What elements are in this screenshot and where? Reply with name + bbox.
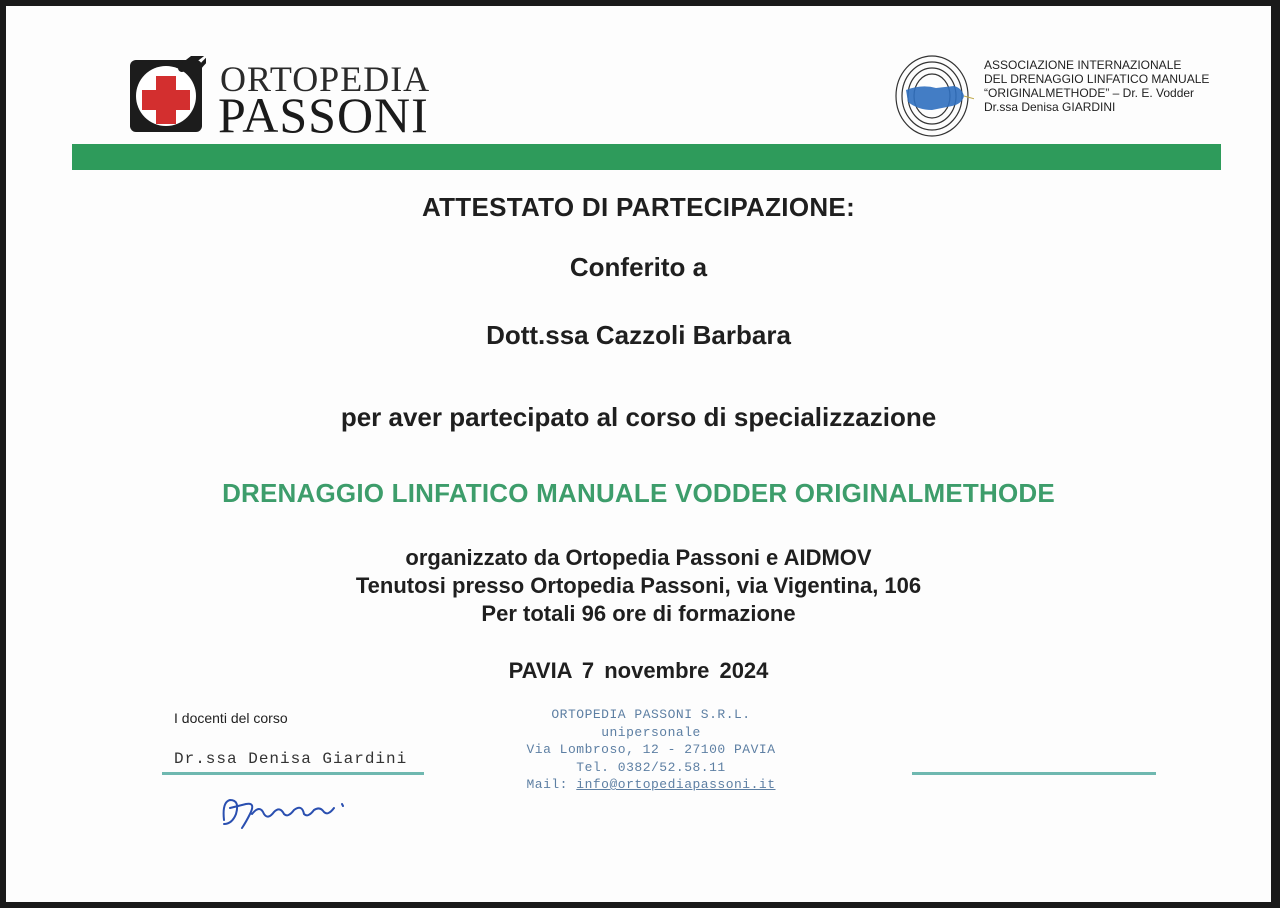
stamp-mail-row — [506, 776, 796, 794]
association-line-2: DEL DRENAGGIO LINFATICO MANUALE — [984, 72, 1210, 86]
teacher-name: Dr.ssa Denisa Giardini — [174, 750, 408, 768]
stamp-company: ORTOPEDIA PASSONI S.R.L. — [551, 707, 751, 722]
stamp-type: unipersonale — [601, 724, 701, 740]
course-name: DRENAGGIO LINFATICO MANUALE VODDER ORIGINALMETHODE — [222, 478, 1055, 508]
location-line: Tenutosi presso Ortopedia Passoni, via Vigentina, 106 — [355, 573, 922, 598]
certificate-title: ATTESTATO DI PARTECIPAZIONE: — [421, 192, 856, 222]
course-intro: per aver partecipato al corso di specializzazione — [340, 402, 937, 432]
second-signature-line — [912, 772, 1156, 775]
organizer-line: organizzato da Ortopedia Passoni e AIDMOV — [405, 545, 872, 570]
association-logo — [892, 50, 1222, 150]
place-date: PAVIA 7 novembre 2024 — [508, 658, 769, 683]
stamp-phone: Tel. 0382/52.58.11 — [576, 759, 726, 775]
certificate-page — [6, 6, 1271, 902]
red-cross-mortar-icon — [128, 56, 206, 134]
hours-line: Per totali 96 ore di formazione — [481, 601, 796, 626]
logo-word-passoni: PASSONI — [218, 87, 429, 143]
association-line-4: Dr.ssa Denisa GIARDINI — [984, 100, 1116, 114]
teacher-signature-line — [162, 772, 424, 775]
logo-word-ortopedia: ORTOPEDIA — [220, 59, 431, 99]
handwritten-signature — [216, 784, 366, 836]
association-line-3: “ORIGINALMETHODE” – Dr. E. Vodder — [984, 86, 1195, 100]
recipient-name: Dott.ssa Cazzoli Barbara — [486, 320, 791, 350]
stamp-mail-link[interactable]: info@ortopediapassoni.it — [576, 777, 776, 792]
lymph-hand-icon — [892, 50, 974, 142]
association-line-1: ASSOCIAZIONE INTERNAZIONALE — [984, 58, 1182, 72]
company-stamp — [506, 706, 796, 794]
teachers-label: I docenti del corso — [174, 710, 288, 726]
stamp-mail-label: Mail: — [526, 777, 577, 792]
association-text — [984, 58, 1209, 114]
ortopedia-passoni-logo — [128, 30, 448, 143]
header-divider-bar — [72, 144, 1221, 170]
conferred-label: Conferito a — [569, 252, 708, 282]
stamp-address: Via Lombroso, 12 - 27100 PAVIA — [526, 742, 776, 757]
